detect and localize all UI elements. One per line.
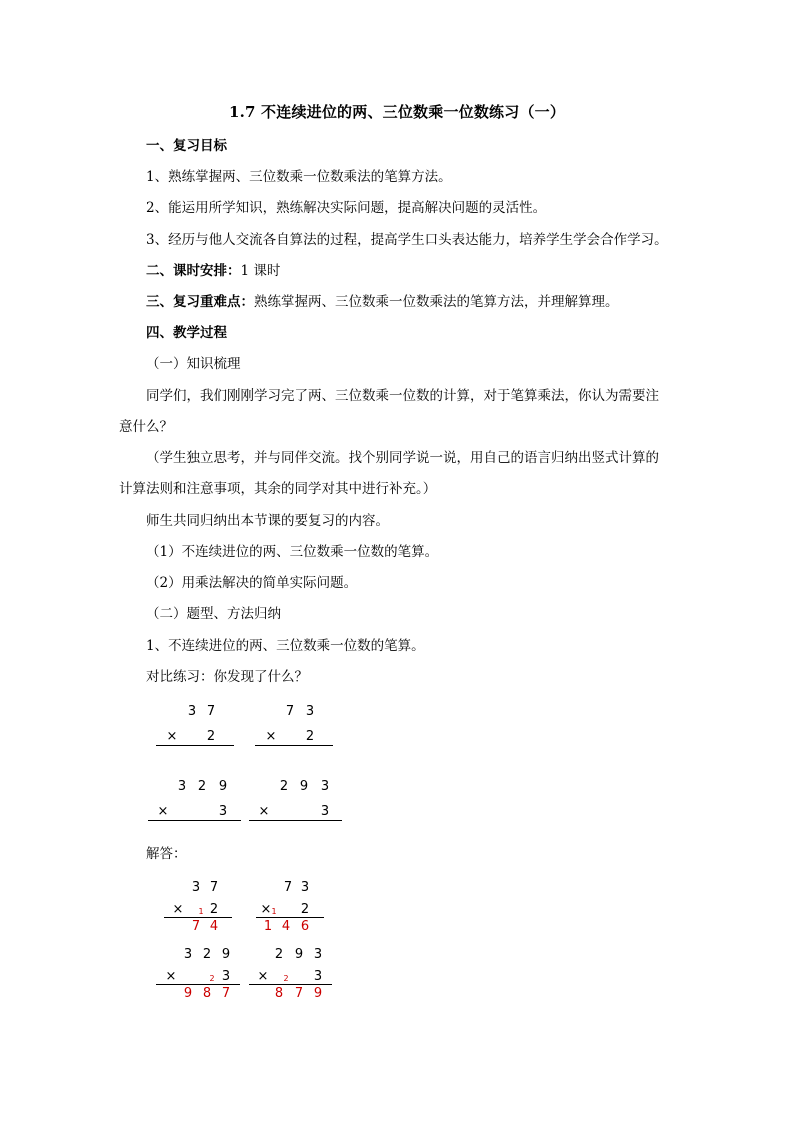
digit: 2 (274, 947, 284, 962)
carry-digit: 1 (271, 907, 277, 916)
result-digit: 6 (300, 919, 310, 934)
digit: 3 (221, 969, 231, 984)
digit: 9 (299, 779, 309, 794)
digit: 3 (177, 779, 187, 794)
section1-heading: 一、复习目标 (146, 138, 227, 154)
digit: 2 (279, 779, 289, 794)
digit: 3 (191, 880, 201, 895)
digit: 2 (300, 902, 310, 917)
paragraph-2-line-2: 计算法则和注意事项，其余的同学对其中进行补充。） (119, 481, 437, 497)
digit: 2 (206, 729, 216, 744)
underline (249, 984, 332, 985)
subsection-1: （一）知识梳理 (146, 356, 241, 372)
underline (148, 820, 241, 821)
digit: 3 (300, 880, 310, 895)
section2-line (146, 259, 280, 279)
digit: 9 (294, 947, 304, 962)
digit: 2 (197, 779, 207, 794)
section3-label: 三、复习重难点： (146, 294, 254, 310)
result-digit: 4 (281, 919, 291, 934)
digit: 3 (313, 947, 323, 962)
page-title: 1.7 不连续进位的两、三位数乘一位数练习（一） (228, 103, 566, 121)
subsection-2: （二）题型、方法归纳 (146, 606, 281, 622)
underline (156, 984, 240, 985)
list-item-2: （2）用乘法解决的简单实际问题。 (146, 575, 358, 591)
times-sign: × (258, 804, 270, 819)
result-digit: 9 (313, 986, 323, 1001)
underline (164, 917, 232, 918)
digit: 3 (320, 804, 330, 819)
digit: 3 (313, 969, 323, 984)
digit: 3 (305, 704, 315, 719)
paragraph-1-line-1: 同学们，我们刚刚学习完了两、三位数乘一位数的计算，对于笔算乘法，你认为需要注 (146, 388, 659, 404)
result-digit: 1 (263, 919, 273, 934)
result-digit: 8 (274, 986, 284, 1001)
goal-item-3: 3、经历与他人交流各自算法的过程，提高学生口头表达能力，培养学生学会合作学习。 (146, 232, 668, 248)
result-digit: 8 (202, 986, 212, 1001)
underline (249, 820, 342, 821)
section4-heading: 四、教学过程 (146, 325, 227, 341)
practice-prompt: 对比练习：你发现了什么？ (146, 669, 308, 685)
underline (255, 745, 333, 746)
section2-label: 二、课时安排： (146, 263, 241, 279)
underline (256, 917, 324, 918)
times-sign: × (165, 969, 177, 984)
result-digit: 7 (294, 986, 304, 1001)
times-sign: × (157, 804, 169, 819)
answer-label: 解答： (146, 846, 187, 862)
digit: 7 (206, 704, 216, 719)
carry-digit: 2 (283, 974, 289, 983)
digit: 2 (209, 902, 219, 917)
digit: 3 (320, 779, 330, 794)
digit: 2 (202, 947, 212, 962)
type-1-title: 1、不连续进位的两、三位数乘一位数的笔算。 (146, 638, 425, 654)
times-sign: × (265, 729, 277, 744)
list-item-1: （1）不连续进位的两、三位数乘一位数的笔算。 (146, 544, 439, 560)
paragraph-2-line-1: （学生独立思考，并与同伴交流。找个别同学说一说，用自己的语言归纳出竖式计算的 (146, 450, 659, 466)
goal-item-2: 2、能运用所学知识，熟练解决实际问题，提高解决问题的灵活性。 (146, 200, 547, 216)
digit: 3 (183, 947, 193, 962)
underline (156, 745, 234, 746)
digit: 3 (187, 704, 197, 719)
times-sign: × (257, 969, 269, 984)
digit: 7 (209, 880, 219, 895)
paragraph-3: 师生共同归纳出本节课的要复习的内容。 (146, 513, 389, 529)
digit: 7 (283, 880, 293, 895)
section2-text: 1 课时 (240, 263, 281, 279)
result-digit: 7 (221, 986, 231, 1001)
carry-digit: 2 (209, 974, 215, 983)
times-sign: × (260, 902, 272, 917)
section3-line (146, 290, 619, 310)
result-digit: 9 (183, 986, 193, 1001)
section3-text: 熟练掌握两、三位数乘一位数乘法的笔算方法，并理解算理。 (254, 294, 619, 310)
digit: 3 (218, 804, 228, 819)
digit: 2 (305, 729, 315, 744)
digit: 7 (285, 704, 295, 719)
result-digit: 7 (191, 919, 201, 934)
times-sign: × (166, 729, 178, 744)
paragraph-1-line-2: 意什么？ (119, 419, 173, 435)
result-digit: 4 (209, 919, 219, 934)
digit: 9 (218, 779, 228, 794)
digit: 9 (221, 947, 231, 962)
goal-item-1: 1、熟练掌握两、三位数乘一位数乘法的笔算方法。 (146, 169, 452, 185)
times-sign: × (172, 902, 184, 917)
carry-digit: 1 (198, 907, 204, 916)
